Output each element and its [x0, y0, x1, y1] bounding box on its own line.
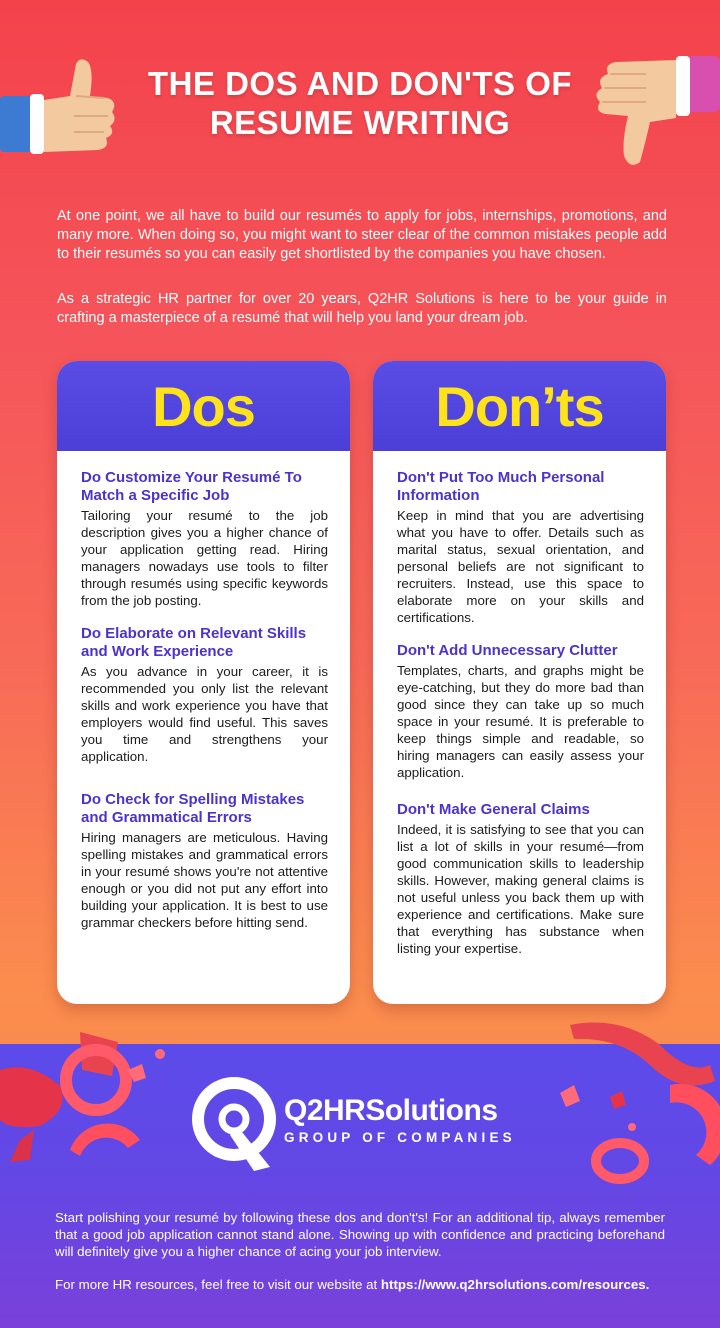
donts-list — [373, 451, 666, 957]
item-text: Keep in mind that you are advertising what you have to offer. Details such as marital status, sexual orientation, and personal beliefs are not significant to recruiters. Instead, use this space to elaborate more on your skills and certifications. — [397, 508, 644, 625]
footer-prefix: For more HR resources, feel free to visit our website at — [55, 1277, 381, 1292]
donts-card — [373, 361, 666, 1004]
list-item — [397, 642, 644, 781]
list-item — [81, 791, 328, 931]
page-title — [100, 64, 620, 142]
brand-wordmark — [284, 1094, 516, 1145]
dos-card — [57, 361, 350, 1004]
item-text: Indeed, it is satisfying to see that you can list a lot of skills in your resumé—from good communication skills to leadership skills. However, making general claims is not useful unless you back them up with experience and certifications. Make sure that everything has substance when listing your expertise. — [397, 822, 644, 956]
item-title: Do Customize Your Resumé To Match a Specific Job — [81, 469, 302, 504]
list-item — [81, 469, 328, 609]
item-text: Tailoring your resumé to the job description gives you a higher chance of your application getting read. Hiring managers nowadays use tools to filter through resumés using specific keywords from the job posting. — [81, 508, 328, 608]
footer-note — [55, 1276, 675, 1293]
title-line-2: RESUME WRITING — [209, 104, 511, 141]
list-item — [397, 801, 644, 957]
dos-list — [57, 451, 350, 931]
intro-paragraph-2: As a strategic HR partner for over 20 years, Q2HR Solutions is here to be your guide in crafting a masterpiece of a resumé that will help you land your dream job. — [57, 291, 667, 326]
item-title: Don't Add Unnecessary Clutter — [397, 642, 618, 659]
item-text: As you advance in your career, it is recommended you only list the relevant skills and work experience you have that employers would find useful. This saves you time and strengthens your application. — [81, 664, 328, 764]
closing-paragraph: Start polishing your resumé by following these dos and don't's! For an additional tip, always remember that a good job application cannot stand alone. Showing up with confidence and practicing beforehand will definitely give you a higher chance of acing your job interview. — [55, 1210, 665, 1259]
decor-shapes-right-icon — [560, 1015, 720, 1195]
brand-subtitle: GROUP OF COMPANIES — [284, 1130, 516, 1145]
item-title: Don't Make General Claims — [397, 801, 590, 818]
item-title: Don't Put Too Much Personal Information — [397, 469, 605, 504]
q-logo-icon — [192, 1075, 282, 1175]
donts-heading: Don’ts — [373, 361, 666, 451]
item-text: Templates, charts, and graphs might be eye-catching, but they do more bad than good since they can take up so much space in your resumé. It is preferable to keep things simple and readable, so hiring managers can easily assess your application. — [397, 663, 644, 780]
intro-paragraph-1: At one point, we all have to build our resumés to apply for jobs, internships, promotions, and many more. When doing so, you might want to steer clear of the common mistakes people add to their resumés so you can easily get shortlisted by the companies you have chosen. — [57, 208, 667, 262]
list-item — [81, 625, 328, 765]
decor-shapes-left-icon — [0, 1030, 170, 1190]
dos-heading: Dos — [57, 361, 350, 451]
item-title: Do Check for Spelling Mistakes and Grammatical Errors — [81, 791, 305, 826]
item-text: Hiring managers are meticulous. Having spelling mistakes and grammatical errors in your resumé shows you're not attentive enough or you did not put any effort into building your application. It is best to use grammar checkers before hitting send. — [81, 830, 328, 930]
list-item — [397, 469, 644, 626]
item-title: Do Elaborate on Relevant Skills and Work Experience — [81, 625, 307, 660]
resources-link[interactable]: https://www.q2hrsolutions.com/resources. — [380, 1277, 650, 1292]
title-line-1: THE DOS AND DON'TS OF — [147, 65, 573, 102]
brand-name: Q2HRSolutions — [284, 1094, 498, 1127]
